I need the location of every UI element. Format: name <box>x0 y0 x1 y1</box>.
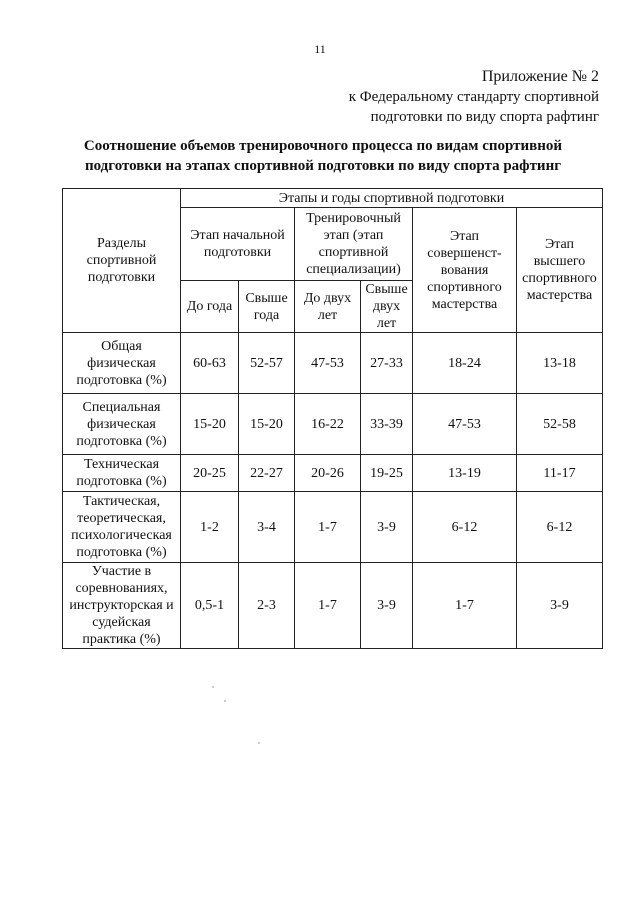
cell-text-line: Разделы <box>96 236 146 251</box>
cell-text-line: соревнованиях, <box>75 581 168 596</box>
value-cell: 13-18 <box>517 333 603 394</box>
value-cell: 13-19 <box>413 455 517 492</box>
value-cell: 15-20 <box>181 394 239 455</box>
header-sections <box>63 189 181 333</box>
cell-text-line: мастерства <box>526 288 593 303</box>
cell-text-line: инструкторская и <box>69 598 174 613</box>
cell-text-line: подготовка (%) <box>76 545 167 560</box>
scan-speck <box>258 742 260 744</box>
table-row <box>63 394 603 455</box>
cell-text-line: мастерства <box>431 296 498 312</box>
cell-text-line: Этап начальной <box>190 228 285 243</box>
value-cell: 3-9 <box>361 492 413 563</box>
value-cell: 33-39 <box>361 394 413 455</box>
value-cell: 52-58 <box>517 394 603 455</box>
value-cell: 2-3 <box>239 563 295 649</box>
header-stage-training <box>295 208 413 281</box>
cell-text-line: подготовки <box>87 270 156 285</box>
header-over-two-years <box>361 281 413 333</box>
value-cell: 1-7 <box>413 563 517 649</box>
cell-text-line: теоретическая, <box>77 511 166 526</box>
cell-text-line: Специальная <box>82 399 161 415</box>
row-label <box>63 333 181 394</box>
table-row <box>63 455 603 492</box>
row-label <box>63 394 181 455</box>
table-row <box>63 563 603 649</box>
value-cell: 0,5-1 <box>181 563 239 649</box>
scan-speck <box>212 686 214 688</box>
table-row <box>63 492 603 563</box>
cell-text-line: физическая <box>87 416 156 432</box>
cell-text-line: До года <box>186 299 233 314</box>
cell-text-line: практика (%) <box>82 632 161 647</box>
value-cell: 19-25 <box>361 455 413 492</box>
title-line-1: Соотношение объемов тренировочного процесса по видам спортивной <box>83 138 563 154</box>
value-cell: 3-9 <box>361 563 413 649</box>
cell-text-line: года <box>253 307 280 323</box>
value-cell: 22-27 <box>239 455 295 492</box>
header-stages: Этапы и годы спортивной подготовки <box>181 189 603 208</box>
header-up-to-year <box>181 281 239 333</box>
cell-text-line: вования <box>440 262 489 278</box>
cell-text-line: Тренировочный <box>306 211 401 226</box>
value-cell: 47-53 <box>413 394 517 455</box>
cell-text-line: совершенст- <box>427 245 502 261</box>
value-cell: 1-2 <box>181 492 239 563</box>
scan-speck <box>224 700 226 702</box>
table-row <box>63 333 603 394</box>
value-cell: 20-26 <box>295 455 361 492</box>
cell-text-line: спортивной <box>318 245 389 260</box>
cell-text-line: физическая <box>87 355 156 371</box>
value-cell: 6-12 <box>517 492 603 563</box>
header-stage-higher <box>517 208 603 333</box>
cell-text-line: подготовки <box>203 245 272 260</box>
row-label <box>63 563 181 649</box>
value-cell: 1-7 <box>295 492 361 563</box>
value-cell: 18-24 <box>413 333 517 394</box>
cell-text-line: подготовка (%) <box>76 372 167 388</box>
row-label <box>63 492 181 563</box>
cell-text-line: лет <box>317 307 338 323</box>
value-cell: 27-33 <box>361 333 413 394</box>
cell-text-line: Участие в <box>91 564 152 579</box>
cell-text-line: спортивного <box>522 271 597 286</box>
value-cell: 11-17 <box>517 455 603 492</box>
cell-text-line: Общая <box>101 338 142 354</box>
cell-text-line: До двух <box>303 290 352 306</box>
value-cell: 3-9 <box>517 563 603 649</box>
value-cell: 15-20 <box>239 394 295 455</box>
cell-text-line: Техническая <box>83 457 160 472</box>
row-label <box>63 455 181 492</box>
value-cell: 3-4 <box>239 492 295 563</box>
value-cell: 6-12 <box>413 492 517 563</box>
cell-text-line: судейская <box>92 615 151 630</box>
appendix-line-1: Приложение № 2 <box>481 68 599 85</box>
cell-text-line: подготовка (%) <box>76 474 167 489</box>
cell-text-line: специализации) <box>306 262 401 277</box>
page-number: 11 <box>314 42 326 56</box>
training-ratio-table <box>62 188 603 649</box>
cell-text-line: Свыше <box>245 290 288 306</box>
cell-text-line: психологическая <box>71 528 172 543</box>
cell-text-line: спортивного <box>427 279 502 295</box>
header-stage-initial <box>181 208 295 281</box>
value-cell: 1-7 <box>295 563 361 649</box>
cell-text-line: Этап <box>449 228 480 244</box>
value-cell: 20-25 <box>181 455 239 492</box>
title-line-2: подготовки на этапах спортивной подготовки по виду спорта рафтинг <box>84 158 562 174</box>
value-cell: 16-22 <box>295 394 361 455</box>
cell-text-line: спортивной <box>86 253 157 268</box>
cell-text-line: подготовка (%) <box>76 433 167 449</box>
cell-text-line: Этап <box>544 237 575 252</box>
document-title <box>60 136 586 176</box>
appendix-line-2: к Федеральному стандарту спортивной <box>348 89 599 105</box>
value-cell: 47-53 <box>295 333 361 394</box>
value-cell: 60-63 <box>181 333 239 394</box>
value-cell: 52-57 <box>239 333 295 394</box>
cell-text-line: высшего <box>533 254 586 269</box>
appendix-heading <box>349 67 599 127</box>
header-up-to-two-years <box>295 281 361 333</box>
header-over-year <box>239 281 295 333</box>
appendix-line-3: подготовки по виду спорта рафтинг <box>370 109 599 125</box>
cell-text-line: лет <box>376 316 397 331</box>
cell-text-line: Тактическая, <box>82 494 161 509</box>
cell-text-line: двух <box>372 299 401 314</box>
cell-text-line: Свыше <box>365 282 408 297</box>
header-stage-improvement <box>413 208 517 333</box>
cell-text-line: этап (этап <box>323 228 384 243</box>
